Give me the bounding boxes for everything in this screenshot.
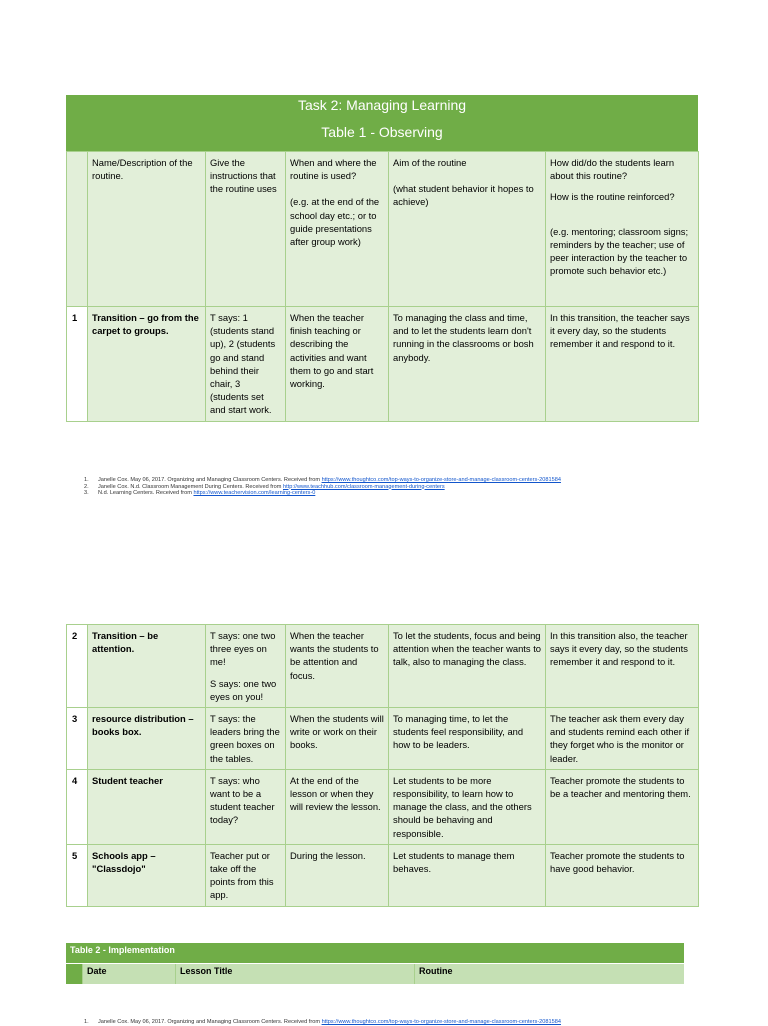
footnote-item: 3. N.d. Learning Centers. Received from https://www.teachervision.com/learning-centers-0 [84, 490, 316, 497]
footnote-item: 1. Janelle Cox. May 06, 2017. Organizing and Managing Classroom Centers. Received from https://www.thoughtco.com/top-ways-to-organize-store-and-manage-classroom-centers-2081584 [84, 477, 561, 483]
row-number: 5 [67, 844, 88, 906]
table1-title-bar [66, 95, 698, 152]
header-learn [546, 152, 699, 307]
routine-instructions: T says: 1 (students stand up), 2 (students go and stand behind their chair, 3 (students set and start work. [206, 307, 286, 422]
routine-name: resource distribution – books box. [88, 708, 206, 770]
table1-title: Table 1 - Observing [321, 124, 443, 140]
header-when [286, 152, 389, 307]
routine-when: When the teacher finish teaching or describing the activities and want them to go and start working. [286, 307, 389, 422]
observing-table-continued [66, 624, 699, 907]
routine-learn: Teacher promote the students to be a teacher and mentoring them. [546, 769, 699, 844]
footnotes [84, 477, 561, 497]
footnote-link[interactable]: https://www.thoughtco.com/top-ways-to-organize-store-and-manage-classroom-centers-2081584 [321, 477, 561, 483]
header-aim [389, 152, 546, 307]
header-learn-q1: How did/do the students learn about this routine? [550, 157, 675, 182]
routine-name: Schools app – "Classdojo" [88, 844, 206, 906]
table2-header-row [66, 964, 684, 984]
routine-learn: The teacher ask them every day and students remind each other if they forget who is the monitor or leader. [546, 708, 699, 770]
footnote-link[interactable]: https://www.teachervision.com/learning-centers-0 [193, 490, 316, 497]
instruction-students: S says: one two eyes on you! [210, 677, 277, 702]
header-when-example: (e.g. at the end of the school day etc.; or to guide presentations after group work) [290, 196, 380, 248]
footnote-item: 2. Janelle Cox. N.d. Classroom Management During Centers. Received from http://www.teachhub.com/classroom-management-during-centers [84, 483, 445, 490]
table-row [67, 769, 699, 844]
routine-name: Transition – go from the carpet to groups. [88, 307, 206, 422]
header-aim-detail: (what student behavior it hopes to achieve) [393, 183, 534, 208]
routine-when: When the students will write or work on their books. [286, 708, 389, 770]
footnote-item: 1. Janelle Cox. May 06, 2017. Organizing and Managing Classroom Centers. Received from https://www.thoughtco.com/top-ways-to-organize-store-and-manage-classroom-centers-2081584 [84, 1019, 561, 1025]
routine-instructions [206, 625, 286, 708]
table2-title: Table 2 - Implementation [66, 943, 684, 963]
row-number: 4 [67, 769, 88, 844]
footnote-link[interactable]: https://www.thoughtco.com/top-ways-to-organize-store-and-manage-classroom-centers-2081584 [321, 1019, 561, 1025]
routine-name: Student teacher [88, 769, 206, 844]
table-row [67, 708, 699, 770]
routine-aim: To let the students, focus and being attention when the teacher wants to talk, also to managing the class. [389, 625, 546, 708]
routine-learn: Teacher promote the students to have good behavior. [546, 844, 699, 906]
header-learn-example: (e.g. mentoring; classroom signs; reminders by the teacher; use of peer interaction by the teacher to promote such behavior etc.) [550, 225, 689, 277]
routine-aim: To managing time, to let the students feel responsibility, and how to be leaders. [389, 708, 546, 770]
table2-col-routine: Routine [414, 964, 684, 984]
footnote-link[interactable]: http://www.teachhub.com/classroom-management-during-centers [282, 483, 445, 490]
row-number: 2 [67, 625, 88, 708]
task-title: Task 2: Managing Learning [297, 97, 467, 113]
routine-aim: Let students to be more responsibility, to learn how to manage the class, and the others should be behaving and responsible. [389, 769, 546, 844]
routine-learn: In this transition also, the teacher says it every day, so the students remember it and respond to it. [546, 625, 699, 708]
table2-col-date: Date [82, 964, 175, 984]
header-learn-q2: How is the routine reinforced? [550, 191, 675, 203]
table-header-row [67, 152, 699, 307]
table2-col-lesson-title: Lesson Title [175, 964, 414, 984]
row-number: 1 [67, 307, 88, 422]
routine-instructions: T says: who want to be a student teacher today? [206, 769, 286, 844]
routine-aim: Let students to manage them behaves. [389, 844, 546, 906]
routine-instructions: T says: the leaders bring the green boxes on the tables. [206, 708, 286, 770]
routine-when: At the end of the lesson or when they will review the lesson. [286, 769, 389, 844]
header-instructions: Give the instructions that the routine uses [206, 152, 286, 307]
routine-aim: To managing the class and time, and to let the students learn don't running in the classrooms or bosh anybody. [389, 307, 546, 422]
instruction-teacher: T says: one two three eyes on me! [210, 630, 276, 668]
header-name: Name/Description of the routine. [88, 152, 206, 307]
observing-table [66, 151, 699, 422]
table-row [67, 625, 699, 708]
row-number: 3 [67, 708, 88, 770]
table-row [67, 844, 699, 906]
table2-lead-cell [66, 964, 82, 984]
footnote-bottom [84, 1019, 561, 1026]
routine-name: Transition – be attention. [88, 625, 206, 708]
header-when-question: When and where the routine is used? [290, 157, 377, 182]
table-row [67, 307, 699, 422]
header-aim-title: Aim of the routine [393, 157, 467, 168]
routine-instructions: Teacher put or take off the points from this app. [206, 844, 286, 906]
routine-when: During the lesson. [286, 844, 389, 906]
header-num-cell [67, 152, 88, 307]
routine-when: When the teacher wants the students to be attention and focus. [286, 625, 389, 708]
routine-learn: In this transition, the teacher says it every day, so the students remember it and respond to it. [546, 307, 699, 422]
